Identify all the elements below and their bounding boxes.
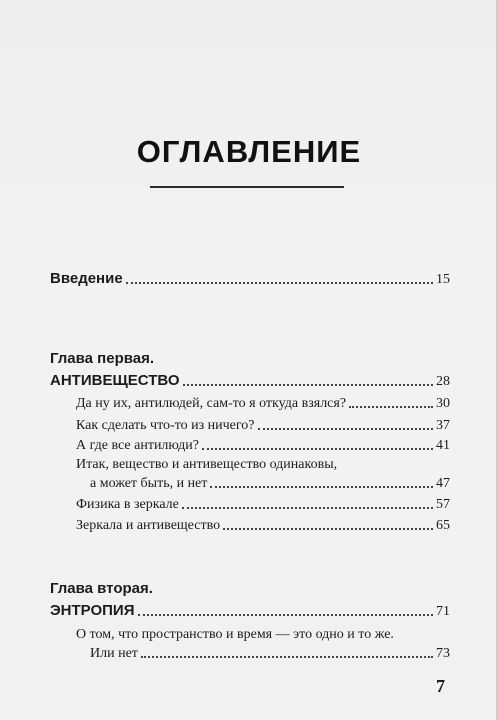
dot-leader [138, 614, 434, 616]
toc-page-number: 47 [436, 476, 450, 491]
toc-entry[interactable] [76, 396, 450, 412]
toc-entry[interactable] [90, 646, 450, 662]
toc-entry[interactable] [76, 518, 450, 534]
toc-entry-label-continued: а может быть, и нет [90, 476, 208, 491]
toc-page-number: 41 [436, 438, 450, 453]
dot-leader [141, 656, 433, 658]
toc-entry-label: А где все антилюди? [76, 438, 199, 453]
dot-leader [223, 528, 433, 530]
toc-entry-label: Да ну их, антилюдей, сам-то я откуда взялся? [76, 396, 347, 411]
chapter-2-head: Глава вторая. [50, 580, 153, 597]
dot-leader [202, 448, 433, 450]
toc-page-number: 57 [436, 497, 450, 512]
toc-entry-intro[interactable] [50, 270, 450, 288]
toc-entry-chapter-2[interactable] [50, 602, 450, 620]
dot-leader [183, 384, 434, 386]
page-title: ОГЛАВЛЕНИЕ [136, 134, 362, 169]
toc-entry[interactable] [90, 476, 450, 492]
toc-page-number: 71 [436, 604, 450, 619]
toc-entry-label: О том, что пространство и время — это одно и то же. [76, 627, 394, 642]
dot-leader [182, 507, 433, 509]
dot-leader [258, 428, 434, 430]
toc-page-number: 73 [436, 646, 450, 661]
toc-entry-label: Физика в зеркале [76, 497, 179, 512]
toc-page-number: 15 [436, 272, 450, 287]
toc-entry-label: Зеркала и антивещество [76, 518, 221, 533]
toc-page-number: 37 [436, 418, 450, 433]
dot-leader [349, 406, 433, 408]
dot-leader [126, 282, 433, 284]
toc-entry[interactable] [76, 418, 450, 434]
toc-entry-chapter-1[interactable] [50, 372, 450, 390]
toc-entry-label-continued: Или нет [90, 646, 138, 661]
chapter-1-head: Глава первая. [50, 350, 155, 367]
toc-page-number: 65 [436, 518, 450, 533]
toc-entry-label: Введение [50, 270, 123, 287]
toc-page-number: 30 [436, 396, 450, 411]
dot-leader [210, 486, 433, 488]
toc-entry-label: Как сделать что-то из ничего? [76, 418, 255, 433]
chapter-2-title: ЭНТРОПИЯ [50, 602, 135, 619]
toc-entry[interactable] [76, 497, 450, 513]
toc-entry[interactable] [76, 438, 450, 454]
page-number: 7 [436, 676, 445, 696]
toc-entry-label: Итак, вещество и антивещество одинаковы, [76, 457, 338, 472]
chapter-1-title: АНТИВЕЩЕСТВО [50, 372, 180, 389]
title-underline [150, 186, 344, 188]
toc-page-number: 28 [436, 374, 450, 389]
